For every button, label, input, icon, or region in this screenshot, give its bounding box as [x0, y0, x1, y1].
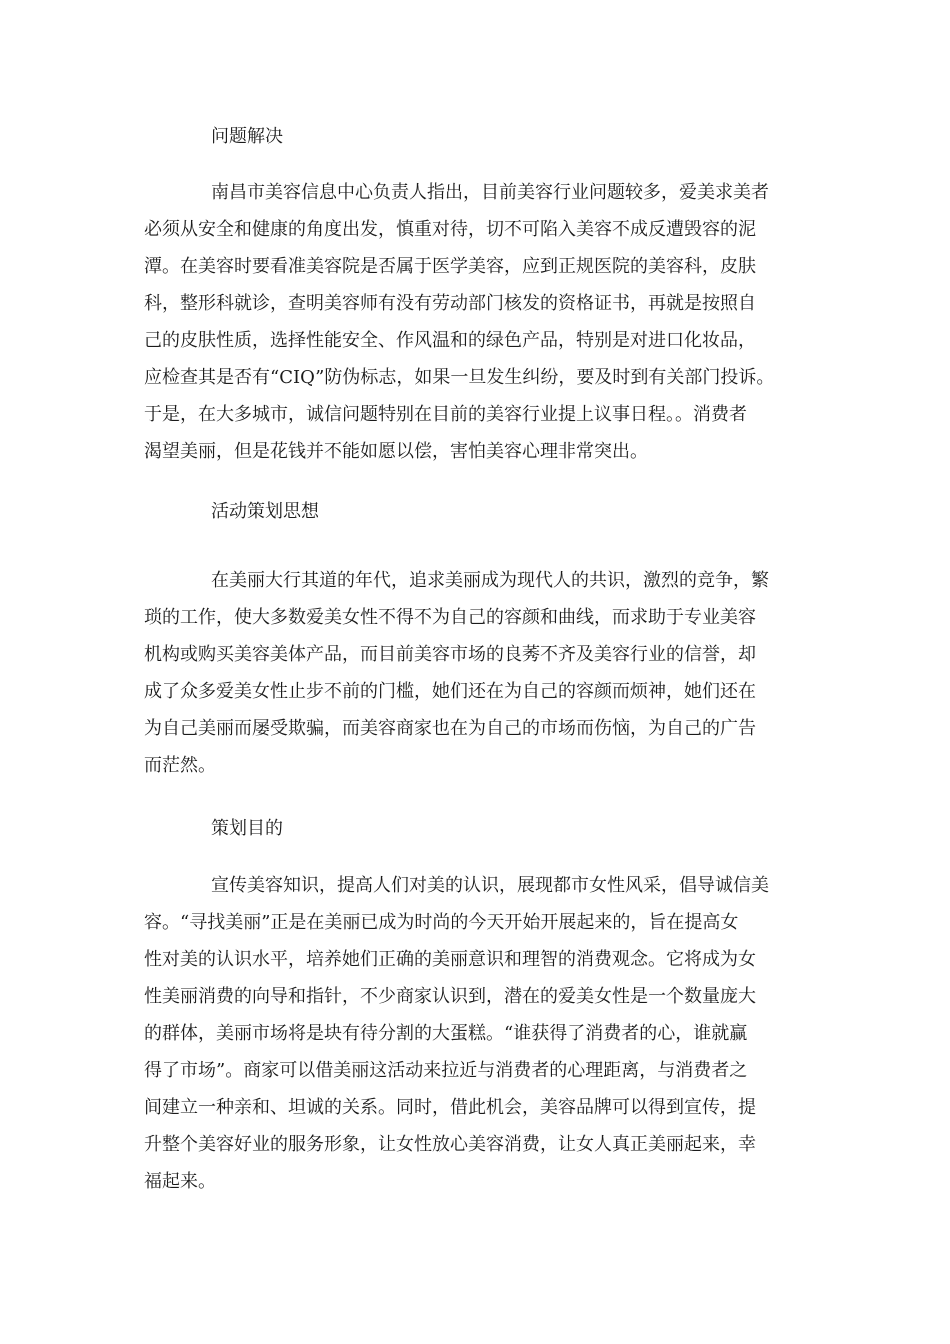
section-heading-planning-purpose: 策划目的: [211, 818, 283, 839]
paragraph-line: 为自己美丽而屡受欺骗，而美容商家也在为自己的市场而伤恼，为自己的广告: [144, 718, 756, 739]
paragraph-line: 得了市场”。商家可以借美丽这活动来拉近与消费者的心理距离，与消费者之: [144, 1060, 748, 1081]
paragraph-line: 宣传美容知识，提高人们对美的认识，展现都市女性风采，倡导诚信美: [211, 875, 769, 896]
paragraph-line: 性美丽消费的向导和指针，不少商家认识到，潜在的爱美女性是一个数量庞大: [144, 986, 756, 1007]
section-heading-problem-solving: 问题解决: [211, 126, 283, 147]
paragraph-line: 琐的工作，使大多数爱美女性不得不为自己的容颜和曲线，而求助于专业美容: [144, 607, 756, 628]
paragraph-line: 而茫然。: [144, 755, 216, 776]
paragraph-line: 己的皮肤性质，选择性能安全、作风温和的绿色产品，特别是对进口化妆品，: [144, 330, 756, 351]
paragraph-line: 南昌市美容信息中心负责人指出，目前美容行业问题较多，爱美求美者: [211, 182, 769, 203]
paragraph-line: 福起来。: [144, 1171, 216, 1192]
paragraph-line: 应检查其是否有“CIQ”防伪标志，如果一旦发生纠纷，要及时到有关部门投诉。: [144, 367, 775, 388]
section-heading-activity-planning-idea: 活动策划思想: [211, 501, 319, 522]
paragraph-line: 间建立一种亲和、坦诚的关系。同时，借此机会，美容品牌可以得到宣传，提: [144, 1097, 756, 1118]
paragraph-line: 性对美的认识水平，培养她们正确的美丽意识和理智的消费观念。它将成为女: [144, 949, 756, 970]
paragraph-line: 必须从安全和健康的角度出发，慎重对待，切不可陷入美容不成反遭毁容的泥: [144, 219, 756, 240]
paragraph-line: 渴望美丽，但是花钱并不能如愿以偿，害怕美容心理非常突出。: [144, 441, 648, 462]
paragraph-line: 成了众多爱美女性止步不前的门槛，她们还在为自己的容颜而烦神，她们还在: [144, 681, 756, 702]
paragraph-line: 潭。在美容时要看准美容院是否属于医学美容，应到正规医院的美容科，皮肤: [144, 256, 756, 277]
paragraph-line: 升整个美容好业的服务形象，让女性放心美容消费，让女人真正美丽起来，幸: [144, 1134, 756, 1155]
paragraph-line: 机构或购买美容美体产品，而目前美容市场的良莠不齐及美容行业的信誉，却: [144, 644, 756, 665]
paragraph-line: 在美丽大行其道的年代，追求美丽成为现代人的共识，激烈的竞争，繁: [211, 570, 769, 591]
paragraph-line: 容。“寻找美丽”正是在美丽已成为时尚的今天开始开展起来的，旨在提高女: [144, 912, 739, 933]
paragraph-line: 的群体，美丽市场将是块有待分割的大蛋糕。“谁获得了消费者的心，谁就赢: [144, 1023, 748, 1044]
paragraph-line: 科，整形科就诊，查明美容师有没有劳动部门核发的资格证书，再就是按照自: [144, 293, 756, 314]
paragraph-line: 于是，在大多城市，诚信问题特别在目前的美容行业提上议事日程。。消费者: [144, 404, 747, 425]
